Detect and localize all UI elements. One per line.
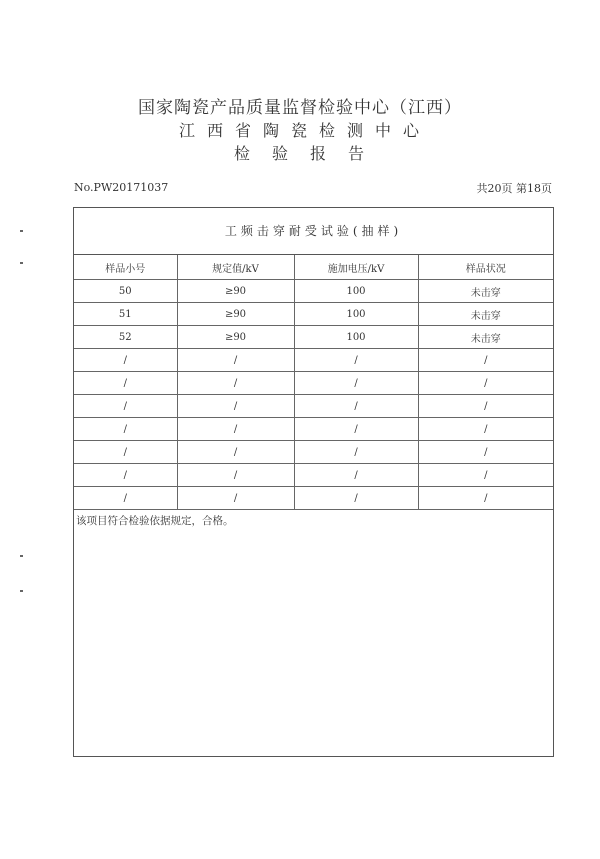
margin-mark <box>20 262 23 264</box>
table-cell: / <box>294 464 418 487</box>
table-cell: / <box>418 349 553 372</box>
table-cell: 未击穿 <box>418 326 553 349</box>
table-row <box>74 303 553 326</box>
test-result-frame <box>73 207 554 757</box>
report-header <box>0 98 600 165</box>
table-row <box>74 372 553 395</box>
table-cell: / <box>177 349 294 372</box>
table-row <box>74 280 553 303</box>
table-cell: / <box>294 487 418 510</box>
table-cell: / <box>74 418 177 441</box>
table-cell: / <box>418 418 553 441</box>
table-cell: / <box>177 395 294 418</box>
table-cell: 未击穿 <box>418 280 553 303</box>
table-row <box>74 326 553 349</box>
center-subname: 江西省陶瓷检测中心 <box>178 121 431 140</box>
table-cell: / <box>294 441 418 464</box>
table-row <box>74 418 553 441</box>
table-cell: / <box>294 418 418 441</box>
table-cell: / <box>74 372 177 395</box>
center-name: 国家陶瓷产品质量监督检验中心（江西） <box>138 98 462 118</box>
report-title: 检验报告 <box>233 144 386 163</box>
table-cell: / <box>418 464 553 487</box>
table-cell: / <box>294 349 418 372</box>
table-row <box>74 395 553 418</box>
table-cell: 50 <box>74 280 177 303</box>
table-cell: / <box>294 395 418 418</box>
table-cell: / <box>177 464 294 487</box>
column-header: 样品状况 <box>418 255 553 280</box>
table-cell: 未击穿 <box>418 303 553 326</box>
margin-mark <box>20 555 23 557</box>
table-cell: / <box>418 487 553 510</box>
table-cell: / <box>74 349 177 372</box>
table-cell: / <box>177 418 294 441</box>
result-table <box>74 255 553 510</box>
column-header: 规定值/kV <box>177 255 294 280</box>
table-cell: / <box>177 372 294 395</box>
table-cell: / <box>294 372 418 395</box>
table-cell: 52 <box>74 326 177 349</box>
table-cell: ≥90 <box>177 326 294 349</box>
table-cell: 100 <box>294 303 418 326</box>
table-cell: / <box>74 441 177 464</box>
table-row <box>74 441 553 464</box>
report-number: No.PW20171037 <box>74 181 169 194</box>
margin-mark <box>20 230 23 232</box>
table-cell: 51 <box>74 303 177 326</box>
table-cell: ≥90 <box>177 303 294 326</box>
margin-mark <box>20 590 23 592</box>
conclusion-text: 该项目符合检验依据规定，合格。 <box>76 515 234 527</box>
table-cell: / <box>74 395 177 418</box>
table-cell: / <box>418 372 553 395</box>
page-info: 共20页 第18页 <box>476 182 552 195</box>
column-header: 样品小号 <box>74 255 177 280</box>
table-cell: / <box>177 487 294 510</box>
table-cell: 100 <box>294 280 418 303</box>
table-cell: / <box>74 487 177 510</box>
table-cell: / <box>418 395 553 418</box>
table-cell: / <box>418 441 553 464</box>
table-cell: ≥90 <box>177 280 294 303</box>
table-cell: / <box>177 441 294 464</box>
column-header: 施加电压/kV <box>294 255 418 280</box>
table-row <box>74 349 553 372</box>
table-row <box>74 464 553 487</box>
table-cell: 100 <box>294 326 418 349</box>
table-header-row <box>74 255 553 280</box>
test-title: 工频击穿耐受试验(抽样) <box>74 208 553 255</box>
table-row <box>74 487 553 510</box>
table-cell: / <box>74 464 177 487</box>
